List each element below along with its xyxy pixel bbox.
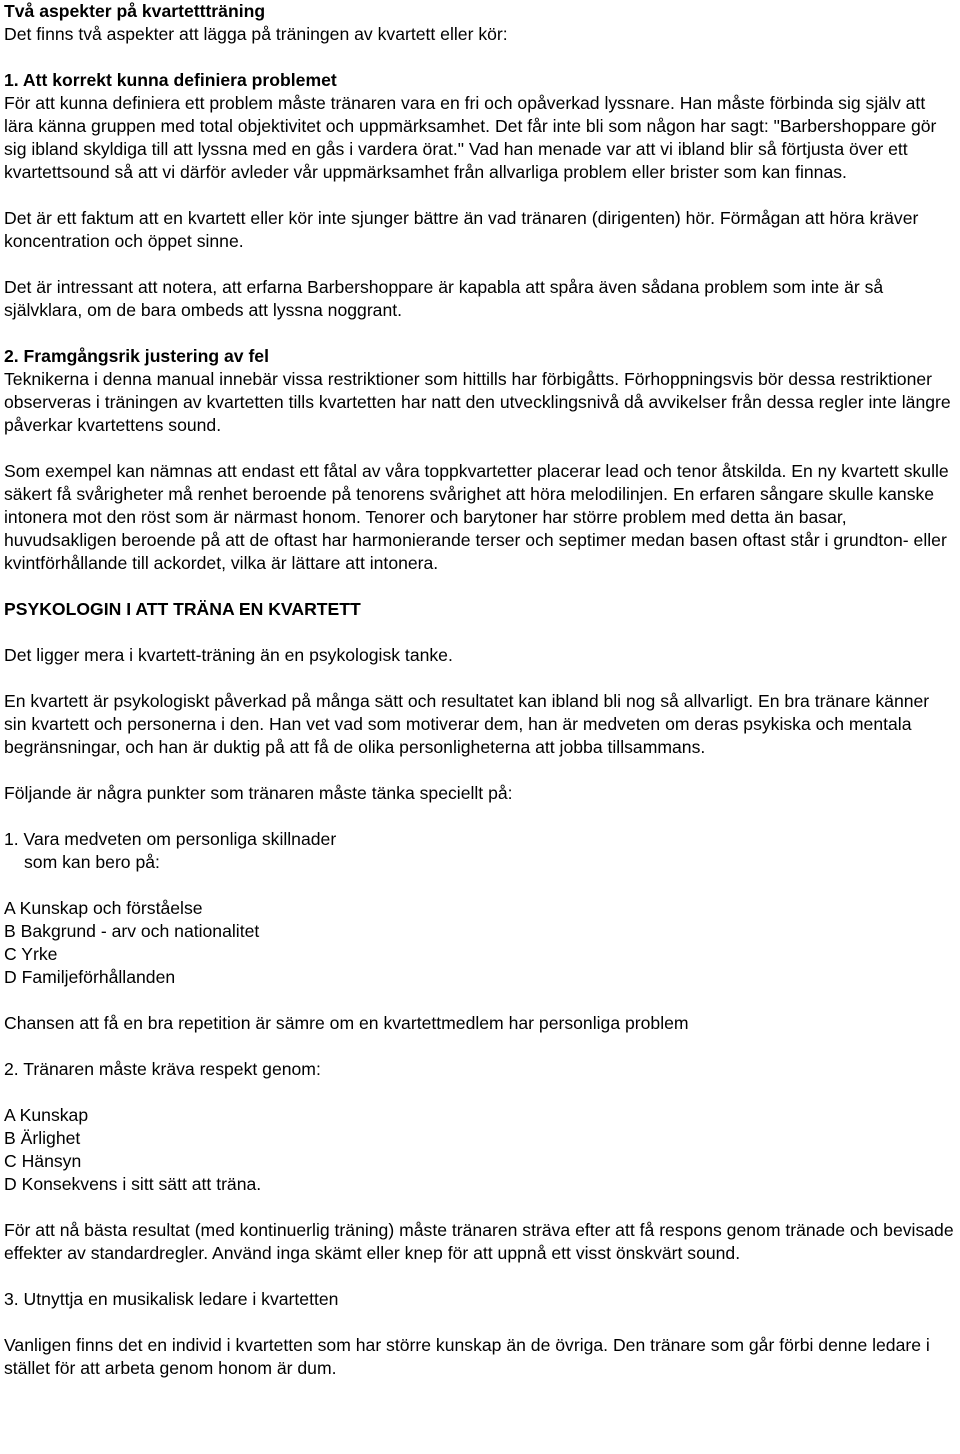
list-item: C Yrke [4, 944, 58, 964]
paragraph-interesting: Det är intressant att notera, att erfarna Barbershoppare är kapabla att spåra även sådana problem som inte är så självklara, om de bara ombeds att lyssna noggrant. [4, 277, 884, 320]
list-item: B Ärlighet [4, 1128, 81, 1148]
paragraph-listener: För att kunna definiera ett problem måste tränaren vara en fri och opåverkad lyssnare. Han måste förbinda sig själv att lära känna gruppen med total objektivitet och uppmärksamhet. Det får inte bli som någon har sagt: "Barbershoppare gör sig ibland skyldiga till att lyssna med en gås i vardera örat." Vad han menade var att vi ibland blir så förtjusta över ett kvartettsound så att vi därför avleder vår uppmärksamhet från allvarliga problem eller brister som kan finnas. [4, 93, 937, 182]
list-item: C Hänsyn [4, 1151, 82, 1171]
paragraph-psych-influence: En kvartett är psykologiskt påverkad på många sätt och resultatet kan ibland bli nog så allvarligt. En bra tränare känner sin kvartett och personerna i den. Han vet vad som motiverar dem, han är medveten om deras psykiska och mentala begränsningar, och han är duktig på att få de olika personligheterna att jobba tillsammans. [4, 691, 930, 757]
section-heading-define-problem: 1. Att korrekt kunna definiera problemet [4, 70, 337, 90]
list-personal-differences [4, 897, 956, 989]
paragraph-chance: Chansen att få en bra repetition är sämre om en kvartettmedlem har personliga problem [4, 1013, 689, 1033]
paragraph-best-results: För att nå bästa resultat (med kontinuerlig träning) måste tränaren sträva efter att få respons genom tränade och bevisade effekter av standardregler. Använd inga skämt eller knep för att uppnå ett visst önskvärt sound. [4, 1220, 954, 1263]
list-item: B Bakgrund - arv och nationalitet [4, 921, 260, 941]
list-item: D Konsekvens i sitt sätt att träna. [4, 1174, 262, 1194]
intro-paragraph: Det finns två aspekter att lägga på träningen av kvartett eller kör: [4, 24, 508, 44]
point-1-line-1: 1. Vara medveten om personliga skillnader [4, 829, 337, 849]
point-1-line-2: som kan bero på: [24, 852, 160, 872]
section-heading-adjustment: 2. Framgångsrik justering av fel [4, 346, 269, 366]
paragraph-psych-thought: Det ligger mera i kvartett-träning än en psykologisk tanke. [4, 645, 453, 665]
list-item: A Kunskap [4, 1105, 89, 1125]
paragraph-points-intro: Följande är några punkter som tränaren måste tänka speciellt på: [4, 783, 513, 803]
paragraph-fact: Det är ett faktum att en kvartett eller kör inte sjunger bättre än vad tränaren (dirigenten) hör. Förmågan att höra kräver koncentration och öppet sinne. [4, 208, 919, 251]
paragraph-leader: Vanligen finns det en individ i kvartetten som har större kunskap än de övriga. Den tränare som går förbi denne ledare i stället för att arbeta genom honom är dum. [4, 1335, 930, 1378]
point-2: 2. Tränaren måste kräva respekt genom: [4, 1059, 321, 1079]
paragraph-techniques: Teknikerna i denna manual innebär vissa restriktioner som hittills har förbigåtts. Förhoppningsvis bör dessa restriktioner observeras i träningen av kvartetten tills kvartetten har natt den utvecklingsnivå då avvikelser från dessa regler inte längre påverkar kvartettens sound. [4, 369, 951, 435]
list-respect [4, 1104, 956, 1196]
section-heading-psychology: PSYKOLOGIN I ATT TRÄNA EN KVARTETT [4, 599, 361, 619]
point-3: 3. Utnyttja en musikalisk ledare i kvartetten [4, 1289, 339, 1309]
document-title: Två aspekter på kvartettträning [4, 1, 266, 21]
list-item: A Kunskap och förståelse [4, 898, 203, 918]
list-item: D Familjeförhållanden [4, 967, 176, 987]
paragraph-example: Som exempel kan nämnas att endast ett fåtal av våra toppkvartetter placerar lead och tenor åtskilda. En ny kvartett skulle säkert få svårigheter må renhet beroende på tenorens svårighet att höra melodilinjen. En erfaren sångare skulle kanske intonera mot den röst som är närmast honom. Tenorer och barytoner har större problem med detta än basar, huvudsakligen beroende på att de oftast har harmonierande terser och septimer medan basen oftast står i grundton- eller kvintförhållande till ackordet, vilka är lättare att intonera. [4, 461, 949, 573]
